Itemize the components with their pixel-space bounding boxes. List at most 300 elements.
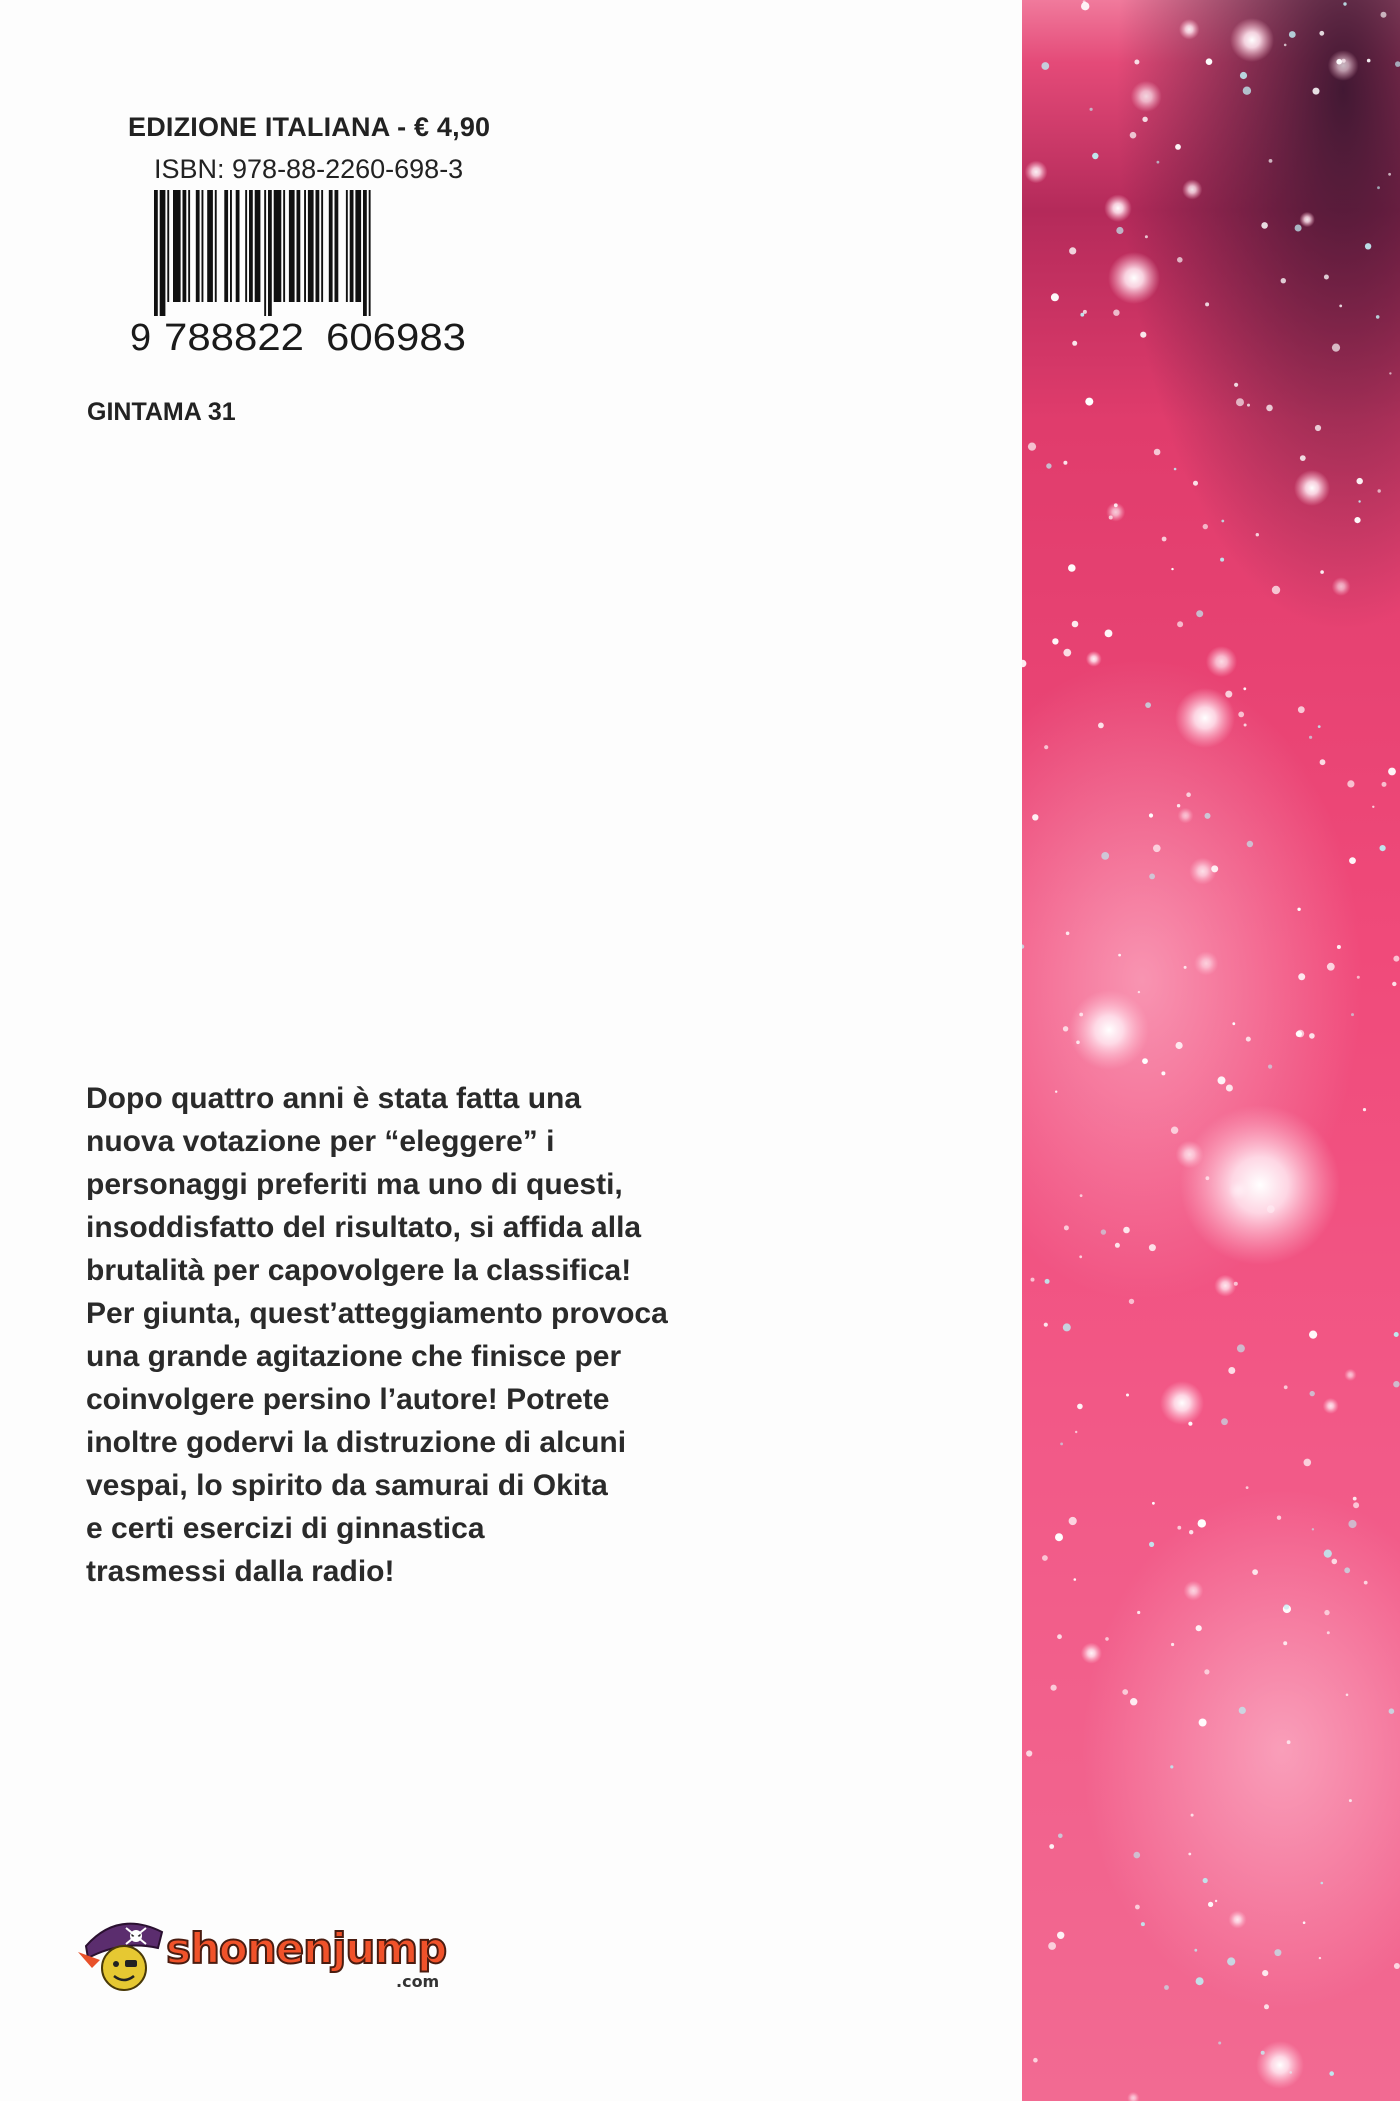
star [1247,841,1253,847]
star [1277,1516,1281,1520]
star [1225,691,1232,698]
star [1052,638,1058,644]
star [1042,1555,1048,1561]
star [1113,310,1119,316]
synopsis-line: personaggi preferiti ma uno di questi, [86,1168,623,1201]
star [1162,537,1167,542]
star [1171,1127,1178,1134]
star [1289,31,1296,38]
star [1101,852,1109,860]
star [1174,468,1177,471]
star [1394,1332,1399,1337]
star [1309,1331,1317,1339]
star [1227,1957,1235,1965]
star [1086,651,1102,667]
synopsis-text [86,1077,786,1593]
synopsis-line: nuova votazione per “eleggere” i [86,1125,555,1158]
star [1349,857,1356,864]
star [1051,293,1059,301]
star [1081,1643,1102,1664]
star [1346,1694,1349,1697]
star [1232,1022,1235,1025]
star [1332,577,1351,596]
star [1175,144,1181,150]
star [1247,404,1250,407]
star [1244,724,1247,727]
barcode-bar [236,190,240,302]
star [1101,1229,1106,1234]
star [1318,725,1321,728]
star [1179,19,1200,40]
star [1252,1569,1258,1575]
star [1028,443,1036,451]
star [1332,1559,1338,1565]
star [1068,564,1076,572]
star [1188,1853,1191,1856]
star [1191,1814,1194,1817]
barcode-bar [202,190,204,302]
synopsis-line: e certi esercizi di ginnastica [86,1512,485,1545]
barcode-bar [268,190,272,316]
star [1319,31,1324,36]
star [1372,806,1374,808]
star [1177,621,1183,627]
barcode-right-digits: 606983 [326,317,466,358]
barcode-bar [289,190,295,302]
star [1171,1643,1174,1646]
star [1320,570,1324,574]
star [1072,621,1079,628]
star [1367,59,1371,63]
star [1220,558,1224,562]
star [1044,745,1048,749]
star [1025,161,1048,184]
star [1031,1278,1035,1282]
star [1129,1299,1134,1304]
star [1347,780,1354,787]
star [1081,2,1089,10]
star [1033,2058,1038,2063]
star [1134,60,1139,65]
star [1194,1949,1197,1952]
star [1246,1486,1249,1489]
star [1353,1497,1357,1501]
star [1298,706,1305,713]
star [1074,1578,1077,1581]
barcode-bar [154,190,158,316]
barcode-bar [350,190,354,302]
star [1123,1227,1130,1234]
barcode-bar [249,190,253,302]
star [1105,630,1113,638]
star [1105,1637,1109,1641]
star [1353,1502,1359,1508]
star [1063,461,1067,465]
star [1203,524,1208,529]
star [1240,72,1247,79]
star [1208,1902,1213,1907]
star [1295,225,1302,232]
barcode-bar [196,190,200,302]
barcode-bar [245,190,247,302]
synopsis-line: Per giunta, quest’atteggiamento provoca [86,1297,668,1330]
star [1026,1750,1032,1756]
star [1055,1533,1063,1541]
star [1388,173,1391,176]
star [1256,533,1259,536]
star [1315,425,1321,431]
star [1182,179,1202,199]
barcode-bar [188,190,190,302]
star [1176,1042,1183,1049]
star [1115,1243,1120,1248]
star [1218,2042,1221,2045]
star [1135,1905,1140,1910]
star [1131,81,1162,112]
star [1090,108,1093,111]
star [1194,951,1218,975]
star [1152,1502,1155,1505]
star [1243,687,1246,690]
star [1066,932,1070,936]
star [1138,991,1140,993]
synopsis-line: Dopo quattro anni è stata fatta una [86,1082,582,1115]
star [1309,1033,1315,1039]
star [1358,500,1360,502]
star [1206,58,1213,65]
star [1149,1542,1154,1547]
barcode-bar [207,190,213,302]
star [1205,302,1209,306]
star [1312,1528,1314,1530]
star [1234,383,1238,387]
star [1381,12,1387,18]
star [1215,1900,1217,1902]
barcode-left-digits: 788822 [164,317,304,358]
star [1069,247,1076,254]
star [1051,1685,1057,1691]
star [1382,782,1387,787]
star [1092,153,1098,159]
star [1149,813,1153,817]
glow-star [1175,688,1235,748]
glow-star [1069,990,1149,1070]
barcode-bar [264,190,266,316]
star [1114,503,1118,507]
barcode-bar [274,190,282,302]
star [1203,1878,1208,1883]
star [1393,956,1399,962]
star [1145,702,1151,708]
barcode-bar [308,190,314,302]
star [1261,222,1268,229]
barcode-bar [297,190,301,302]
star [1304,1459,1312,1467]
star [1048,1942,1056,1950]
star [1206,646,1237,677]
star [1109,516,1113,520]
star [1137,1611,1140,1614]
star [1376,315,1380,319]
barcode-bar [304,190,306,302]
star [1205,813,1211,819]
star [1221,520,1224,523]
star [1377,186,1380,189]
star [1243,87,1251,95]
star [1041,62,1049,70]
star [1327,963,1335,971]
logo-domain-suffix: .com [396,1972,440,1991]
star [1324,275,1329,280]
star [1154,449,1161,456]
series-title: GINTAMA 31 [87,398,236,426]
star [1363,1108,1366,1111]
barcode-bar [316,190,320,302]
star [1392,982,1396,986]
barcode-bar [167,190,169,302]
glow-star [1256,2041,1304,2089]
star [1134,1852,1141,1859]
star [1319,1957,1321,1959]
logo-wordmark: shonenjump [166,1924,447,1973]
synopsis-line: vespai, lo spirito da samurai di Okita [86,1469,608,1502]
star [1344,1567,1350,1573]
synopsis-line: insoddisfatto del risultato, si affida alla [86,1211,642,1244]
star [1153,845,1161,853]
star [1193,481,1198,486]
star [1046,463,1051,468]
star [1327,1631,1330,1634]
star [1032,814,1038,820]
star [1332,344,1340,352]
price-label: EDIZIONE ITALIANA - € 4,90 [128,112,491,142]
star [1309,736,1312,739]
star [1140,332,1146,338]
star [1211,865,1218,872]
star [1310,1391,1315,1396]
star [1337,945,1341,949]
star [1364,1581,1368,1585]
star [1238,712,1244,718]
star [1351,1013,1354,1016]
star [1262,1970,1268,1976]
star [1196,1625,1202,1631]
barcode-bar [283,190,285,302]
barcode-bar [255,190,261,302]
star [1323,1398,1339,1414]
star [1283,1641,1287,1645]
star [1339,305,1342,308]
star [1264,2004,1269,2009]
star [1060,1443,1063,1446]
star [1221,1418,1228,1425]
star [1281,278,1286,283]
star [1284,1385,1288,1389]
star [1228,1911,1246,1929]
isbn-label: ISBN: 978-88-2260-698-3 [154,154,464,184]
star [1380,845,1386,851]
star [1300,455,1306,461]
star [1104,194,1132,222]
star [1313,88,1320,95]
star [1077,1404,1083,1410]
star [1080,1194,1083,1197]
star [1214,1275,1236,1297]
barcode-bar [230,190,232,302]
star [1365,243,1371,249]
glow-star [1160,1381,1204,1425]
star [1164,1985,1169,1990]
star [1329,2071,1334,2076]
star [1196,610,1203,617]
barcode-bar [160,190,166,316]
star [1389,372,1391,374]
glow-star [1180,1105,1340,1265]
star [1063,1323,1071,1331]
barcode-bar [321,190,323,302]
star [1085,398,1093,406]
star [1171,568,1173,570]
synopsis-line: una grande agitazione che finisce per [86,1340,622,1373]
star [1378,489,1381,492]
star [1336,59,1342,65]
star [1394,1963,1400,1969]
star [1272,586,1280,594]
glow-star [1294,470,1330,506]
star [1098,723,1104,729]
barcode-bar [369,190,371,316]
star [1393,1381,1399,1387]
star [1130,1698,1137,1705]
star [1057,1932,1064,1939]
star [1284,1604,1289,1609]
barcode-bars [154,190,371,316]
star [1116,227,1123,234]
star [1142,117,1147,122]
star [1149,1244,1156,1251]
synopsis-line: coinvolgere persino l’autore! Potrete [86,1383,610,1416]
star [1044,1323,1048,1327]
star [1320,759,1326,765]
star [1141,1922,1145,1926]
star [1357,478,1363,484]
star [1184,966,1187,969]
barcode-bar [224,190,228,302]
star [1079,1255,1082,1258]
barcode-lead-digit: 9 [130,317,152,358]
star [1196,1977,1204,1985]
star [1328,50,1359,81]
synopsis-line: brutalità per capovolgere la classifica! [86,1254,632,1287]
star [1344,1369,1356,1381]
star [1297,1030,1305,1038]
star [1287,1740,1291,1744]
star [1388,768,1396,776]
star [1204,1669,1209,1674]
star [1236,398,1244,406]
star [1198,1519,1206,1527]
star [1161,1071,1165,1075]
star [1130,132,1137,139]
star [1268,1065,1272,1069]
star [1177,1526,1181,1530]
star [1177,257,1183,263]
star [1080,313,1084,317]
star [1389,1708,1395,1714]
star [1349,1799,1352,1802]
star [1045,1279,1050,1284]
publisher-logo [78,1906,518,1996]
star [1246,1037,1251,1042]
star [1218,1076,1226,1084]
glow-star [1108,252,1160,304]
pirate-skull-mascot-icon [78,1906,170,1996]
star [1269,159,1273,163]
star [1266,405,1273,412]
star [1178,808,1194,824]
barcode-bar [335,190,339,302]
star [1149,874,1155,880]
barcode-bar [215,190,217,302]
star [1348,1520,1356,1528]
star [1321,1882,1324,1885]
star [1298,973,1305,980]
star [1069,1517,1077,1525]
glow-star [1230,18,1274,62]
star [1186,792,1191,797]
star [1324,1550,1332,1558]
star [1063,649,1071,657]
isbn-barcode [128,188,500,358]
star [1303,1921,1306,1924]
barcode-bar [183,190,187,302]
barcode-bar [346,190,348,302]
star [1142,1058,1148,1064]
barcode-bar [363,190,367,316]
star [1343,2,1346,5]
star [1183,1581,1203,1601]
star [1284,44,1287,47]
star [1170,1765,1173,1768]
star [1226,1085,1233,1092]
star [1057,1634,1062,1639]
barcode-bar [329,190,333,302]
star [1199,1719,1207,1727]
star [1118,954,1121,957]
star [1228,1367,1235,1374]
star [1274,1949,1281,1956]
star [1354,517,1360,523]
barcode-bar [355,190,361,302]
star [1122,1689,1128,1695]
synopsis-line: inoltre godervi la distruzione di alcuni [86,1426,627,1459]
star [1072,341,1077,346]
star [1063,1026,1068,1031]
star [1189,1530,1193,1534]
synopsis-line: trasmessi dalla radio! [86,1555,395,1588]
star [1075,1431,1077,1433]
star [1064,1225,1069,1230]
star [1055,1091,1057,1093]
star [1177,804,1180,807]
star [1058,1834,1063,1839]
star [1357,976,1360,979]
star [1145,235,1148,238]
star [1239,1707,1246,1714]
star [1049,1844,1054,1849]
star [1297,908,1300,911]
starfield-spine-art [1022,0,1400,2101]
